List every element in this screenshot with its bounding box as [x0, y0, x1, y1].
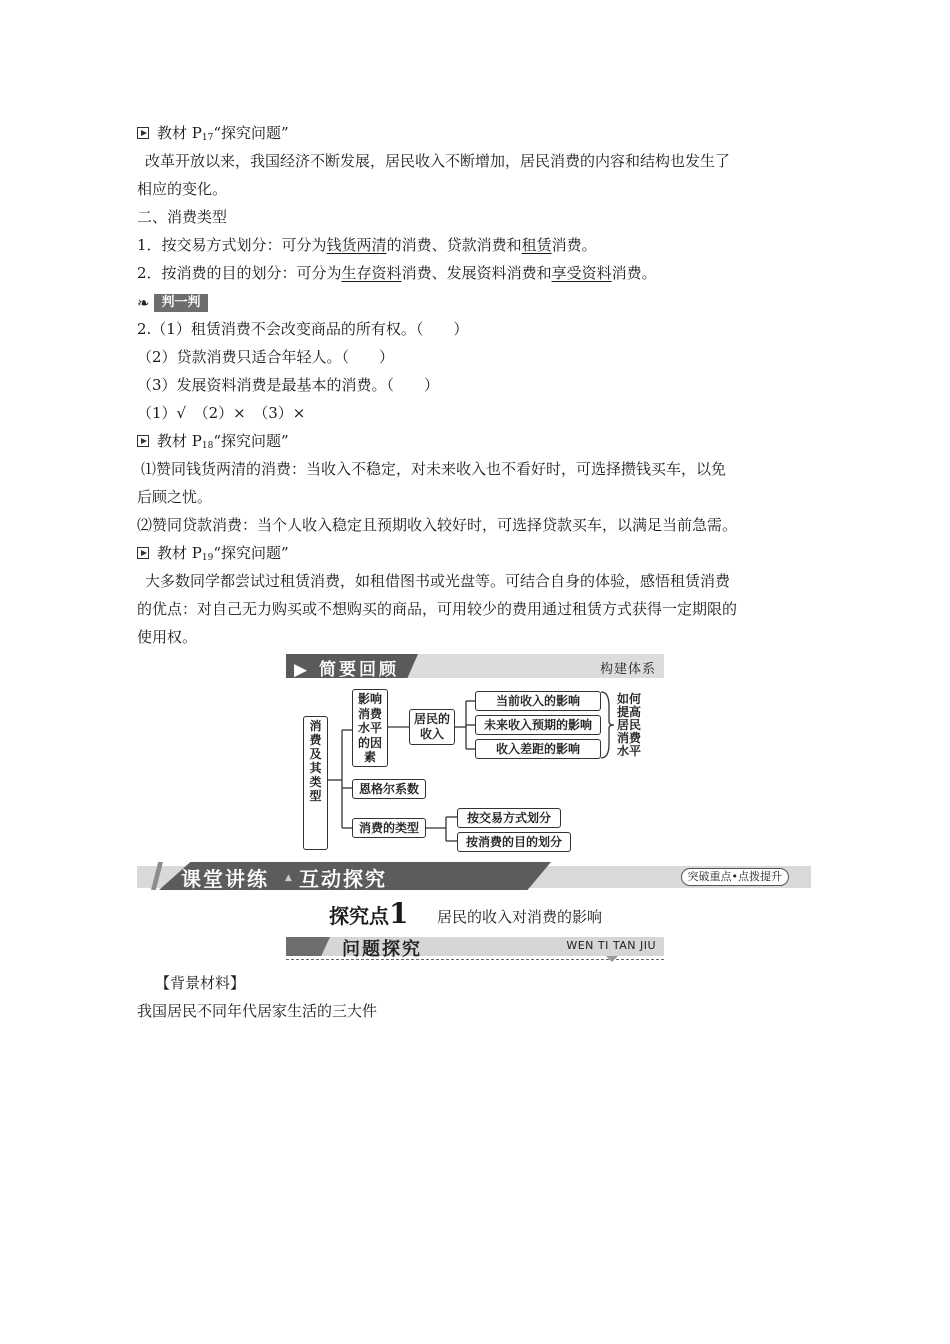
explore-subtitle: 居民的收入对消费的影响: [437, 908, 603, 926]
leaf-icon: ❧: [137, 294, 150, 312]
textbook-ref-p19: 教材 $P_{19}“$探究问题”: [137, 542, 289, 569]
question-title: 问题探究: [342, 939, 422, 960]
review-right-label: 构建体系: [599, 662, 656, 677]
paragraph: 后顾之忧。: [137, 488, 213, 506]
judge-badge: [137, 293, 209, 313]
ref-title: “探究问题”: [213, 124, 289, 142]
judge-label: 判一判: [154, 294, 208, 312]
textbook-ref-p17: [137, 122, 289, 149]
judge-item: 2.（1）租赁消费不会改变商品的所有权。（ ）: [137, 320, 469, 338]
play-icon: [137, 435, 149, 447]
list-item: 1．按交易方式划分：可分为钱货两清的消费、贷款消费和租赁消费。: [137, 236, 597, 254]
paragraph: 改革开放以来，我国经济不断发展，居民收入不断增加，居民消费的内容和结构也发生了: [145, 152, 731, 170]
section-banner: [137, 862, 811, 890]
paragraph: ⑵赞同贷款消费：当个人收入稳定且预期收入较好时，可选择贷款买车，以满足当前急需。: [137, 516, 738, 534]
review-banner: [286, 654, 664, 678]
section-left: 课堂讲练: [181, 867, 269, 891]
diagram-gap: 收入差距的影响: [475, 739, 601, 759]
play-icon: [137, 127, 149, 139]
paragraph: 使用权。: [137, 628, 198, 646]
list-item: 2．按消费的目的划分：可分为生存资料消费、发展资料消费和享受资料消费。: [137, 264, 657, 282]
diagram-factors: 影响消费水平的因素: [352, 689, 388, 767]
ref-prefix: 教材 P: [157, 124, 202, 142]
diagram-by-purpose: 按消费的目的划分: [457, 832, 571, 852]
question-pinyin: WEN TI TAN JIU: [566, 939, 656, 952]
diagram-income: 居民的收入: [409, 709, 455, 745]
paragraph: 大多数同学都尝试过租赁消费，如租借图书或光盘等。可结合自身的体验，感悟租赁消费: [145, 572, 731, 590]
ref-page: 17: [201, 133, 214, 143]
judge-answer: （1）√ （2）× （3）×: [137, 404, 306, 422]
judge-item: （3）发展资料消费是最基本的消费。（ ）: [137, 376, 440, 394]
section-pill: 突破重点•点拨提升: [681, 868, 790, 886]
explore-title: 探究点1: [329, 897, 409, 930]
paragraph: ⑴赞同钱货两清的消费：当收入不稳定，对未来收入也不看好时，可选择攒钱买车，以免: [141, 460, 727, 478]
background-text: 我国居民不同年代居家生活的三大件: [137, 1002, 378, 1020]
background-label: 【背景材料】: [155, 974, 246, 992]
textbook-ref-p18: 教材 $P_{18}“$探究问题”: [137, 430, 289, 457]
paragraph: 的优点：对自己无力购买或不想购买的商品，可用较少的费用通过租赁方式获得一定期限的: [137, 600, 738, 618]
section-right: 互动探究: [299, 867, 387, 891]
review-title: ▶ 简要回顾: [294, 660, 399, 680]
diagram-current: 当前收入的影响: [475, 691, 601, 711]
triangle-icon: ▲: [285, 873, 292, 883]
diagram-types: 消费的类型: [352, 818, 426, 838]
judge-item: （2）贷款消费只适合年轻人。（ ）: [137, 348, 395, 366]
diagram-future: 未来收入预期的影响: [475, 715, 601, 735]
play-icon: [137, 547, 149, 559]
diagram-root: 消费及其类型: [303, 716, 328, 850]
paragraph: 相应的变化。: [137, 180, 228, 198]
section-heading: 二、消费类型: [137, 208, 228, 226]
diagram-engel: 恩格尔系数: [352, 779, 426, 799]
diagram-by-trade: 按交易方式划分: [457, 808, 561, 828]
diagram-how: 如何提高居民消费水平: [617, 692, 642, 758]
question-banner: [286, 935, 664, 963]
